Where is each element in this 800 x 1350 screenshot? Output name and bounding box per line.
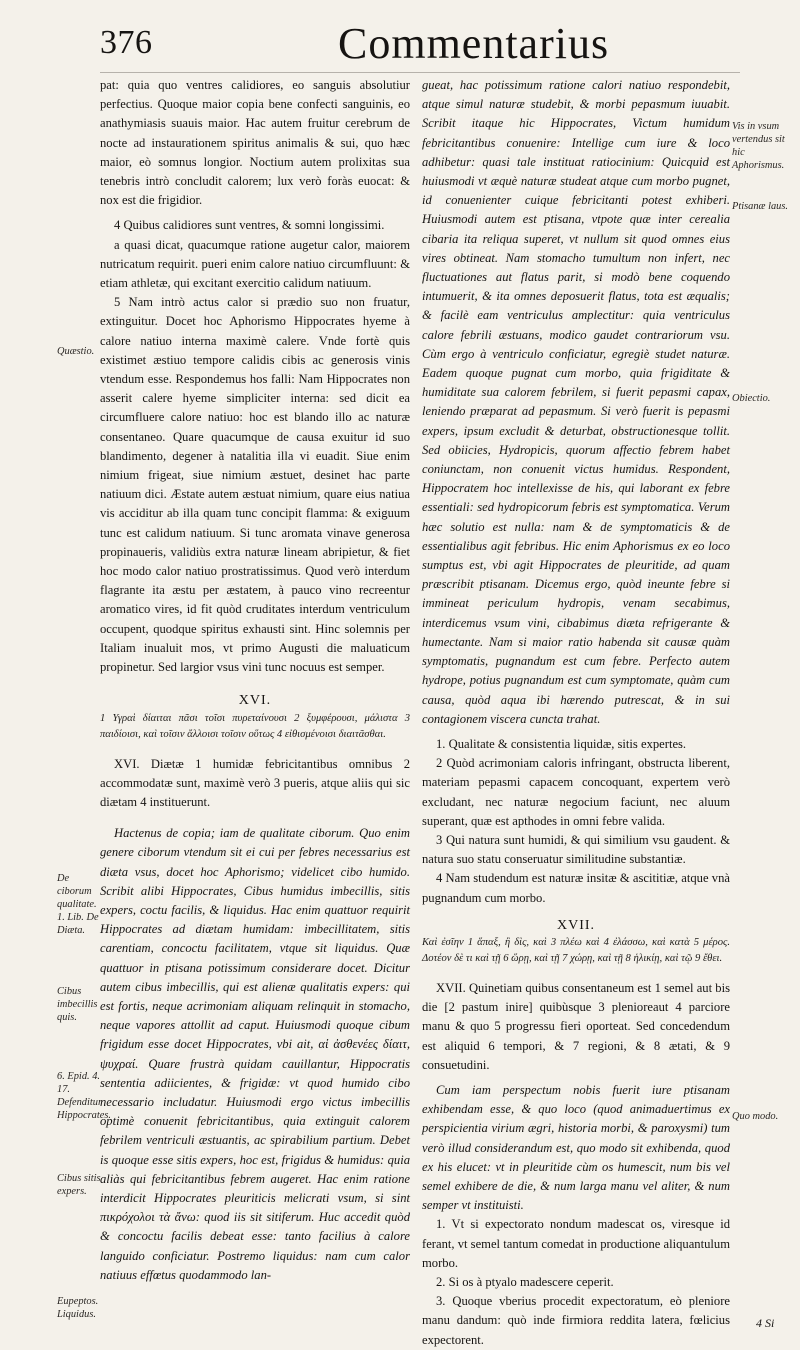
paragraph: 4 Quibus calidiores sunt ventres, & somni longissimi. bbox=[114, 218, 385, 233]
note-item: 3 Qui natura sunt humidi, & qui similium vsu gaudent. & natura suo statu conseruatur similitudine substantiæ. bbox=[422, 832, 730, 867]
catchword: 4 Si bbox=[756, 1316, 775, 1330]
page-number: 376 bbox=[100, 24, 153, 61]
paragraph: a quasi dicat, quacumque ratione augetur calor, maiorem nutricatum requirit. pueri enim calore natiuo circumfluunt: & etiam athletæ, qui excitant exercitio calidum natiuum. bbox=[100, 237, 410, 291]
latin-aphorism-17: XVII. Quinetiam quibus consentaneum est 1 semel aut bis die [2 pastum inire] quibùsque 3 plenioreaut 4 parciore manu & quo 5 progressu fieri oporteat. Sed concedendum est aliquid 6 tempori, & 7 regioni, & 8 ætati, & 9 consuetudini. bbox=[422, 980, 730, 1072]
greek-aphorism-16: 1 Υγραὶ δίαιται πᾶσι τοῖσι πυρεταίνουσι 2 ξυμφέρουσι, μάλιστα 3 παιδίοισι, καὶ τοῖσιν ἄλλοισι τοῖσιν οὕτως 4 εἰθισμένοισι διαιτᾶσθαι. bbox=[100, 712, 410, 740]
greek-aphorism-17: Καὶ ἐσῖην 1 ἅπαξ, ἢ δὶς, καὶ 3 πλέω καὶ 4 ἐλάσσω, καὶ κατὰ 5 μέρος. Δοτέον δὲ τι καὶ τῇ 6 ὥρῃ, καὶ τῇ 7 χώρῃ, καὶ τῇ 8 ἡλικίῃ, καὶ τῷ 9 ἔθει. bbox=[422, 936, 730, 964]
note-item: 1. Vt si expectorato nondum madescat os, viresque id ferant, vt semel tantum comedat in productione aliquantulum morbo. bbox=[422, 1217, 730, 1270]
margin-note-vis-in-usum: Vis in vsum vertendus sit hic Aphorismus. bbox=[732, 121, 785, 171]
commentary-paragraph: Hactenus de copia; iam de qualitate ciborum. Quo enim genere ciborum vtendum sit ei cui per febres necessarius est diæta vsus, docet hoc Aphorismo; videlicet cibo humido. Scribit alibi Hippocrates, Cibus humidus imbecillis, sitis expers, coctu facilis, & liquidus. Hac enim quattuor requirit Hippocrates ad diætam humidam: imbecillitatem, sitis carentiam, concoctu facilitatem, vtque sit liquidus. Quæ quattuor in ptisana potissimum considerare docet. Dicitur autem cibus imbecillis, qui est alienæ qualitatis expers: qui est fortis, neque acrimoniam aliquam relinquit in stomacho, neque vapores attollit ad caput. Huiusmodi quoque cibum frigidum esse docet Hippocrates, vbi ait, αἱ ἀσθενέες δίαιτ, ψυχραί. Quare frustrà quidam cauillantur, Hippocratis sententia adiicientes, & frigidæ: vt quod humido cibo necessario includatur. Huiusmodi ergo victus imbecillis optimè conuenit febricitantibus, quia extinguit calorem febrilem ventriculi æstuantis, ac spirabilium partium. Debet is quoque esse sitis expers, hoc est, frigidus & humidus: quia aliàs qui febricitantibus febrem augeret. Hac enim ratione interdicit Hippocrates pleuriticis melicrati vsum, si sint πικρόχολοι τὰ ἄνω: quod iis sit sitiferum. Huc accedit quòd & concoctu facilis debeat esse: tanto facilius à calore languido conficiatur. Postremo liquidus: nam cum calor natiuus effœtus quodammodo lan- bbox=[100, 826, 410, 1282]
page-header bbox=[100, 19, 780, 70]
note-item: 2. Si os à ptyalo madescere ceperit. bbox=[436, 1274, 614, 1289]
commentary-paragraph: gueat, hac potissimum ratione calori natiuo respondebit, atque simul naturæ studebit, & morbi pepasmum iuuabit. Scribit itaque hic Hippocrates, Victum humidum febricitantibus conuenire: Intellige cum iure & loco adhibetur: quasi tale instituat ratiocinium: Quicquid est huiusmodi vt æquè naturæ studeat atque cum morbo pugnet, id conuenienter cuique febricitanti potest exhiberi. Huiusmodi autem est ptisana, vtpote quæ inter cerealia cibaria ita reliqua superet, vt nullum sit quod omnes eius vires obtineat. Nam stomacho tumultum non infert, nec fluctuationes aut flatus parit, si modò bene coquendo intumuerit, & ita omnes deposuerit flatus, tota est æqualis; & facilè eam ventriculus amplectitur: quia ventriculus calore febrili æstuans, modico gaudet contrariorum vsu. Cùm ergo à ventriculo conficiatur, egregiè studet naturæ. Eadem quoque pugnat cum morbo, quia frigiditate & humiditate sua calorem febrilem, si fuerit pepasmi capax, leniendo præparat ad pepasmum. Si verò fuerit is pepasmi expers, ipsum excludit & deturbat, obstructionesque tollit. Sed obiicies, Hydropicis, quorum affectio febrem habet coniunctam, non conuenit victus humidus. Respondent, Hippocratem hoc intellexisse de his, qui laborant ex febre essentiali: sed hydropicorum febris est symptomatica. Verum hæc solutio est nulla: nam & de symptomaticis & de essentialibus agit febribus. Hic enim Aphorismus ex eo loco sumptus est, vbi agit Hippocrates de pleuritide, ad quam præscribit ptisanam. Dicemus ergo, quòd ineunte febre si immineat periculum hydropis, venam secabimus, interdicemus vsum vini, cibabimus diæta refrigerante & humectante. Nam si maior ratio habenda sit causæ quàm symptomatis, pugnandum est cum febre. Perfecto autem hydrope, potius pugnandum est cum symptomate, quàm cum causa, quòd aqua ibi hærendo putrescat, & in sui contagionem viscera cuncta trahat. bbox=[422, 78, 730, 726]
margin-note-epid: 6. Epid. 4. 17. Defenditur Hippocrates. bbox=[57, 1071, 111, 1121]
section-number-17: XVII. bbox=[556, 917, 596, 933]
margin-note-quaestio: Quæstio. bbox=[57, 346, 95, 357]
note-item: 1. Qualitate & consistentia liquidæ, sitis expertes. bbox=[436, 736, 687, 751]
running-title: Commentarius bbox=[338, 19, 610, 68]
commentary-paragraph: Cum iam perspectum nobis fuerit iure ptisanam exhibendam esse, & quo loco (quod animaduertimus ex perspicientia virium ægri, historia morbi, & paroxysmi) tum verò illud considerandum est, quo modo sit exhibenda, quod ex his elucet: vt in pleuritide cùm os humescit, num bis vel semel exhibere de die, & num larga manu vel aliter, & num semper vt instituisti. bbox=[422, 1082, 730, 1213]
note-item: 4 Nam studendum est naturæ insitæ & ascititiæ, atque vnà pugnandum cum morbo. bbox=[422, 871, 730, 905]
margin-note-cibus-imbecillis: Cibus imbecillis quis. bbox=[57, 986, 98, 1023]
margin-note-eupeptos: Eupeptos. Liquidus. bbox=[57, 1296, 99, 1320]
margin-note-obiectio: Obiectio. bbox=[732, 393, 771, 404]
right-column bbox=[422, 76, 730, 1350]
margin-note-quo-modo: Quo modo. bbox=[732, 1111, 779, 1122]
paragraph: 5 Nam intrò actus calor si prædio suo non fruatur, extinguitur. Docet hoc Aphorismo Hippocrates hyeme à calore natiuo interna maximè calere. Vnde fortè quis existimet æstiuo tempore calidis cibis ac generosis vinis vtendum esse. Respondemus hos falli: Nam Hippocrates non asserit calere hyeme simpliciter interna: sed dicit ea circumfluere calore natiuo: hoc est blando illo ac naturæ consentaneo. Quare quacumque de causa exuitur id suo blandimento, degener à natalitia illa vi euadit. Siue enim nimium frigeat, siue nimium æstuet, desinet hac parte natiuum dici. Æstate autem æstuat nimium, quare eius natiua vis acciditur ab illa quam tunc concipit flamma: & exiguum tunc est calidum natiuum. Si tunc aromata vinave generosa propinaueris, validiùs extra naturæ lineam abripietur, & fiet hoc modo calor natiuo prostratissimus. Quod verò interdum flagrante ita æstu per æstatem, à pauco vino recreentur aromatico vires, id fit quòd cruditates interdum ventriculum occupent, quodque spiritus exhausti sint. Hinc solemnis per Italiam inualuit mos, vt primo Augusti die maluaticum propinetur. Sed largior vsus vini tunc nocuus est semper. bbox=[100, 295, 410, 675]
note-item: 3. Quoque vberius procedit expectoratum, eò pleniore manu dandum: quò inde firmiora reddita latera, fœlicius expectorent. bbox=[422, 1294, 730, 1347]
section-number-16: XVI. bbox=[238, 693, 272, 709]
margin-note-de-ciborum: De ciborum qualitate. 1. Lib. De Diæta. bbox=[57, 873, 99, 936]
header-rule bbox=[100, 72, 740, 73]
latin-aphorism-16: XVI. Diætæ 1 humidæ febricitantibus omnibus 2 accommodatæ sunt, maximè verò 3 pueris, atque aliis qui sic diætam 4 instituerunt. bbox=[100, 756, 410, 809]
margin-note-ptisanae-laus: Ptisanæ laus. bbox=[732, 201, 789, 212]
left-column bbox=[100, 76, 410, 1285]
paragraph: pat: quia quo ventres calidiores, eo sanguis absolutiur perfectius. Quoque maior copia bene confecti sanguinis, eo anathymiasis suauis maior. Hac autem fruitur cerebrum de nocte ad instaurationem spiritus animalis & sui, quo hæc maior, eò somnus longior. Noctium autem prolixitas sua tenebris intrò concludit calorem; lux verò foràs euocat: & nox est die frigidior. bbox=[100, 78, 410, 208]
note-item: 2 Quòd acrimoniam caloris infringant, obstructa liberent, materiam pepasmi capacem concoquant, expertem verò excludant, nec naturæ negocium faciunt, nec aluum superant, quæ est apthodes in omni febre valida. bbox=[422, 756, 730, 828]
margin-note-cibus-sitis: Cibus sitis expers. bbox=[57, 1173, 101, 1197]
